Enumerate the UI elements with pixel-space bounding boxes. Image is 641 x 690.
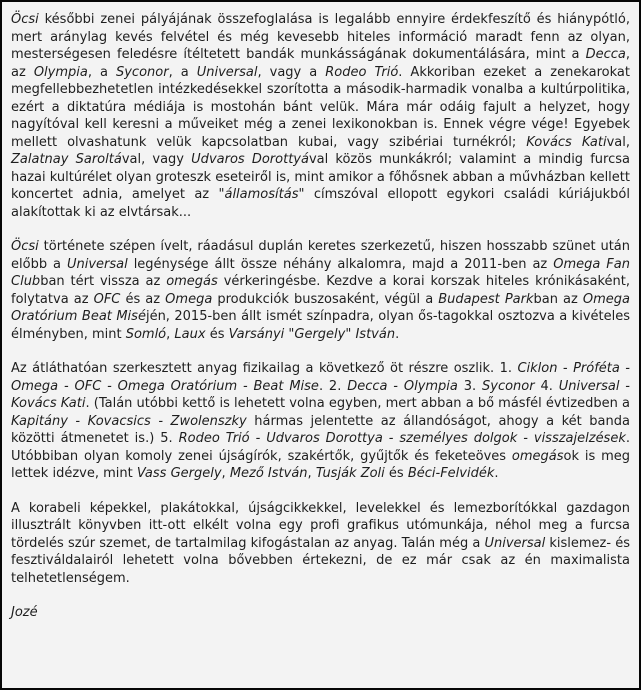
italic-text-segment: Budapest Park bbox=[438, 291, 534, 307]
italic-text-segment: Omega bbox=[165, 291, 213, 307]
text-segment: későbbi zenei pályájának összefoglalása is legalább ennyire érdekfeszítő és hiánypótló, mert aránylag kevés felvétel és még kevesebb hiteles információ maradt fenn az olyan, mesterségesen feledésre ítéltetett bandák munkásságának dokumentálására, mint a bbox=[11, 12, 630, 62]
italic-text-segment: Béci-Felvidék bbox=[407, 466, 495, 481]
text-segment: kislemez- és fesztiváldalairól lehetett volna bővebben értekezni, de ez már csak az én maximalista telhetetlenségem. bbox=[11, 535, 630, 586]
italic-text-segment: omegás bbox=[166, 274, 218, 289]
italic-text-segment: Somló bbox=[125, 326, 167, 342]
italic-text-segment: Vass Gergely bbox=[136, 466, 222, 481]
signature: Jozé bbox=[11, 605, 38, 620]
text-segment: Az átláthatóan szerkesztett anyag fizikailag a következő öt részre oszlik. 1. bbox=[11, 361, 518, 376]
italic-text-segment: Varsányi "Gergely" István bbox=[228, 326, 396, 342]
text-segment: jén, 2015-ben állt ismét színpadra, olyan ős-tagokkal osztozva a kivételes élményben, mint bbox=[11, 309, 630, 342]
text-segment: , vagy a bbox=[257, 64, 326, 80]
text-segment: , bbox=[221, 466, 230, 481]
text-segment: , bbox=[307, 466, 316, 481]
italic-text-segment: Zalatnay Saroltá bbox=[11, 152, 122, 167]
text-segment: . bbox=[395, 326, 400, 342]
text-segment: val, bbox=[606, 134, 630, 150]
text-segment: A korabeli képekkel, plakátokkal, újságcikkekkel, levelekkel és lemezborítókkal gazdagon illusztrált könyvben itt-ott elkélt volna egy profi grafikus utómunkája, néhol meg a furcsa tördelés szúr szemet, de tartalmilag kifogástalan az anyag. Talán még a bbox=[11, 500, 630, 551]
text-segment: 4. bbox=[534, 378, 559, 394]
italic-text-segment: Tusják Zoli bbox=[315, 466, 385, 481]
text-segment: ok is meg lettek idézve, mint bbox=[11, 448, 630, 481]
italic-text-segment: Universal - Kovács Kati bbox=[11, 378, 630, 411]
italic-text-segment: Rodeo Trió bbox=[325, 64, 399, 80]
italic-text-segment: Universal bbox=[196, 64, 258, 80]
italic-text-segment: Mező István bbox=[229, 466, 308, 481]
text-segment: , bbox=[166, 326, 175, 342]
italic-text-segment: "államosítás" bbox=[218, 187, 305, 202]
text-segment: , a bbox=[87, 64, 116, 80]
text-segment: . Akkoriban ezeket a zenekarokat megfellebbezhetetlen intézkedésekkel szorította a második-harmadik vonalba a kultúrpolitika, ezért a diktatúra médiája is mostohán bánt velük. Mára már odáig fajult a helyzet, hogy nagyítóval kell keresni a műveiket még a zenei lexikonokban is. Ennek végre vége! Egyebek mellett olvashatunk velük kapcsolatban kubai, vagy szibériai turnékról; bbox=[11, 64, 630, 150]
italic-text-segment: Öcsi bbox=[11, 12, 39, 27]
text-segment: és az bbox=[120, 291, 166, 307]
text-segment: . bbox=[494, 466, 499, 481]
italic-text-segment: Ciklon - Próféta - Omega - OFC - Omega Oratórium - Beat Mise bbox=[11, 361, 630, 394]
italic-text-segment: Rodeo Trió - Udvaros Dorottya - személyes dolgok - visszajelzések bbox=[178, 431, 626, 446]
italic-text-segment: omegás bbox=[511, 448, 564, 464]
text-segment: hármas jelentette az állandóságot, ahogy a két banda közötti átmenetet is.) 5. bbox=[11, 413, 630, 446]
text-segment: val közös munkákról; valamint a mindig furcsa hazai kultúrélet olyan groteszk eseteiről is, mint amikor a főhősnek abban a művházban kellett koncertet adnia, amelyet az bbox=[11, 152, 630, 202]
italic-text-segment: Öcsi bbox=[11, 239, 39, 254]
italic-text-segment: OFC bbox=[93, 291, 121, 307]
italic-text-segment: Syconor bbox=[482, 378, 535, 394]
review-text bbox=[11, 11, 630, 587]
paragraph bbox=[11, 238, 630, 343]
italic-text-segment: Laux bbox=[174, 326, 206, 342]
paragraph bbox=[11, 11, 630, 221]
text-segment: legénysége állt össze néhány alkalomra, majd a 2011-ben az bbox=[127, 256, 554, 272]
italic-text-segment: Udvaros Dorottyá bbox=[191, 152, 309, 167]
text-segment: 3. bbox=[457, 378, 482, 394]
italic-text-segment: Kapitány - Kovacsics - Zwolenszky bbox=[11, 413, 247, 429]
text-segment: . 2. bbox=[318, 378, 348, 394]
italic-text-segment: Decca - Olympia bbox=[347, 378, 458, 394]
text-segment: val, vagy bbox=[121, 152, 192, 167]
text-segment: ban az bbox=[533, 291, 583, 307]
text-segment: produkciók buszosaként, végül a bbox=[212, 291, 439, 307]
text-segment: ban tért vissza az bbox=[40, 274, 167, 289]
italic-text-segment: Universal bbox=[484, 535, 546, 551]
italic-text-segment: Universal bbox=[66, 256, 128, 272]
text-segment: . (Talán utóbbi kettő is lehetett volna egyben, mert abban a bő másfél évtizedben a bbox=[85, 396, 630, 411]
text-segment: . Utóbbiban olyan komoly zenei újságírók, szakértők, gyűjtők és feketeöves bbox=[11, 431, 631, 464]
text-segment: , az bbox=[11, 47, 630, 80]
text-segment: , a bbox=[168, 64, 197, 80]
italic-text-segment: Olympia bbox=[33, 64, 88, 80]
text-segment: és bbox=[205, 326, 229, 342]
text-segment: vérkeringésbe. Kezdve a korai korszak hiteles krónikásaként, folytatva az bbox=[11, 274, 630, 307]
italic-text-segment: Kovács Kati bbox=[526, 134, 607, 150]
italic-text-segment: Decca bbox=[585, 47, 626, 62]
italic-text-segment: Syconor bbox=[115, 64, 169, 80]
text-segment: és bbox=[384, 466, 408, 481]
text-segment: története szépen ívelt, ráadásul duplán keretes szerkezetű, hiszen hosszabb szünet után előbb a bbox=[11, 239, 630, 272]
paragraph bbox=[11, 360, 630, 483]
paragraph bbox=[11, 500, 630, 588]
italic-text-segment: Omega Fan Club bbox=[11, 256, 630, 289]
italic-text-segment: Omega Oratórium Beat Misé bbox=[11, 291, 631, 324]
text-segment: címszóval ellopott egykori családi kúriájukból alakítottak ki az elvtársak... bbox=[11, 187, 630, 220]
